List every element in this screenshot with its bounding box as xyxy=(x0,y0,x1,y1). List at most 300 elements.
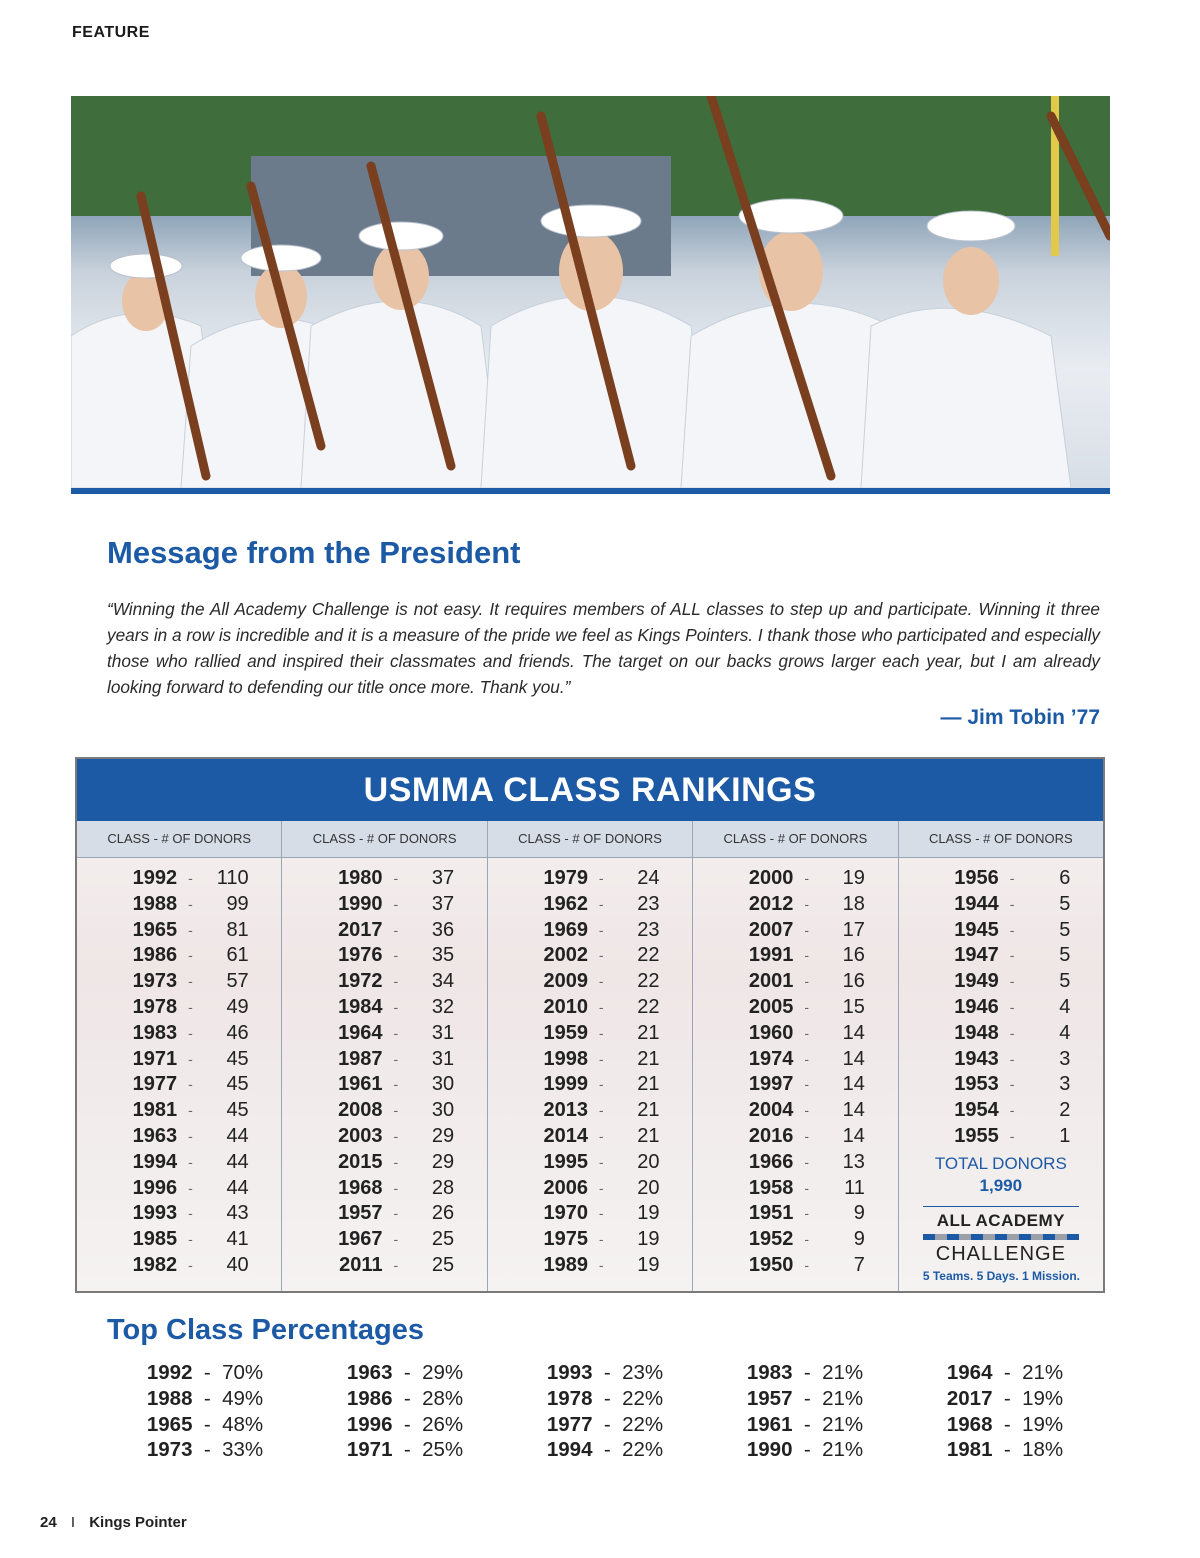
percentage-row xyxy=(305,1360,505,1386)
class-percentage: 19% xyxy=(1022,1412,1064,1436)
class-year: 1971 xyxy=(346,1438,393,1462)
percentage-row xyxy=(505,1386,705,1412)
percentage-row xyxy=(705,1437,905,1463)
class-percentage: 49% xyxy=(222,1386,264,1410)
donor-count: 15 xyxy=(842,995,865,1018)
ranking-row xyxy=(899,866,1103,892)
class-year: 1952 xyxy=(748,1228,794,1251)
class-year: 1997 xyxy=(748,1073,794,1096)
all-academy-challenge-logo xyxy=(923,1206,1079,1283)
rankings-column xyxy=(77,858,282,1292)
row-dash: - xyxy=(1009,1127,1015,1144)
class-year: 1964 xyxy=(338,1021,383,1044)
row-dash: - xyxy=(804,895,809,912)
row-dash: - xyxy=(804,998,809,1015)
class-year: 1987 xyxy=(338,1047,383,1070)
row-dash: - xyxy=(1009,947,1015,964)
donor-count: 81 xyxy=(226,918,249,941)
ranking-row xyxy=(693,1201,897,1227)
donor-count: 30 xyxy=(431,1073,455,1096)
top-class-percentages xyxy=(105,1360,1105,1463)
class-year: 1978 xyxy=(132,995,178,1018)
ranking-row xyxy=(77,1201,281,1227)
donor-count: 23 xyxy=(637,892,660,915)
ranking-row xyxy=(282,1150,486,1176)
ranking-row xyxy=(693,943,897,969)
row-dash: - xyxy=(804,1076,809,1093)
ranking-row xyxy=(77,1176,281,1202)
donor-count: 44 xyxy=(226,1176,249,1199)
ranking-row xyxy=(282,1124,486,1150)
row-dash: - xyxy=(393,1231,399,1248)
photo-illustration xyxy=(71,96,1110,488)
class-percentage: 22% xyxy=(622,1438,664,1462)
message-heading: Message from the President xyxy=(107,535,521,570)
donor-count: 1 xyxy=(1059,1124,1071,1147)
row-dash: - xyxy=(598,1076,604,1093)
row-dash: - xyxy=(992,1361,1023,1384)
donor-count: 9 xyxy=(853,1228,865,1251)
row-dash: - xyxy=(393,1050,399,1067)
donor-count: 14 xyxy=(842,1047,865,1070)
total-donors-label: TOTAL DONORS xyxy=(934,1153,1067,1173)
class-year: 1983 xyxy=(746,1361,793,1384)
row-dash: - xyxy=(598,1102,604,1119)
row-dash: - xyxy=(393,947,399,964)
ranking-row xyxy=(77,866,281,892)
row-dash: - xyxy=(592,1438,623,1462)
class-percentage: 23% xyxy=(622,1361,664,1384)
row-dash: - xyxy=(804,1231,809,1248)
class-year: 2011 xyxy=(339,1253,383,1276)
percentage-row xyxy=(505,1360,705,1386)
class-year: 2010 xyxy=(543,995,588,1018)
class-year: 1971 xyxy=(132,1047,178,1070)
donor-count: 14 xyxy=(842,1021,865,1044)
donor-count: 5 xyxy=(1059,892,1071,915)
row-dash: - xyxy=(1009,998,1015,1015)
donor-count: 23 xyxy=(637,918,660,941)
class-year: 1994 xyxy=(132,1150,178,1173)
column-header: CLASS - # OF DONORS xyxy=(282,821,487,857)
class-year: 1945 xyxy=(954,918,999,941)
donor-count: 4 xyxy=(1059,1021,1071,1044)
donor-count: 21 xyxy=(637,1099,660,1122)
row-dash: - xyxy=(393,1205,399,1222)
class-year: 1993 xyxy=(132,1202,178,1225)
class-year: 1956 xyxy=(954,867,999,889)
class-year: 2017 xyxy=(946,1386,993,1410)
section-label: FEATURE xyxy=(72,24,150,41)
ranking-row xyxy=(488,1124,692,1150)
row-dash: - xyxy=(792,1361,823,1384)
donor-count: 14 xyxy=(842,1124,865,1147)
percentage-row xyxy=(905,1386,1105,1412)
donor-count: 31 xyxy=(431,1047,455,1070)
row-dash: - xyxy=(188,1127,193,1144)
class-year: 1958 xyxy=(748,1176,794,1199)
publication-name: Kings Pointer xyxy=(89,1514,187,1531)
donor-count: 20 xyxy=(637,1150,660,1173)
percentage-row xyxy=(905,1437,1105,1463)
percentages-column xyxy=(505,1360,705,1463)
ranking-row xyxy=(899,969,1103,995)
class-year: 1977 xyxy=(546,1412,593,1436)
class-percentage: 18% xyxy=(1022,1438,1064,1462)
donor-count: 37 xyxy=(431,867,455,889)
row-dash: - xyxy=(804,1050,809,1067)
donor-count: 19 xyxy=(842,867,865,889)
row-dash: - xyxy=(392,1361,423,1384)
row-dash: - xyxy=(192,1412,223,1436)
ranking-row xyxy=(693,1021,897,1047)
class-year: 1976 xyxy=(338,944,383,967)
row-dash: - xyxy=(804,947,809,964)
row-dash: - xyxy=(192,1438,223,1462)
donor-count: 7 xyxy=(853,1253,865,1276)
row-dash: - xyxy=(598,1050,604,1067)
ranking-row xyxy=(282,943,486,969)
ranking-row xyxy=(488,1253,692,1279)
ranking-row xyxy=(488,1227,692,1253)
ranking-row xyxy=(488,1021,692,1047)
class-year: 1972 xyxy=(338,970,383,993)
ranking-row xyxy=(488,866,692,892)
class-year: 1992 xyxy=(146,1361,193,1384)
column-header: CLASS - # OF DONORS xyxy=(488,821,693,857)
page-number: 24 xyxy=(40,1514,57,1531)
class-percentage: 21% xyxy=(822,1386,864,1410)
class-year: 1986 xyxy=(346,1386,393,1410)
rankings-columns xyxy=(77,858,1103,1292)
rankings-column xyxy=(488,858,693,1292)
row-dash: - xyxy=(393,1179,399,1196)
donor-count: 28 xyxy=(431,1176,455,1199)
class-year: 2012 xyxy=(748,892,794,915)
column-header: CLASS - # OF DONORS xyxy=(77,821,282,857)
donor-count: 22 xyxy=(637,970,660,993)
row-dash: - xyxy=(992,1412,1023,1436)
rankings-column xyxy=(693,858,898,1292)
class-year: 1994 xyxy=(546,1438,593,1462)
row-dash: - xyxy=(1009,870,1015,886)
class-year: 2003 xyxy=(338,1124,383,1147)
cadets-marching-photo xyxy=(71,96,1110,488)
donor-count: 31 xyxy=(431,1021,455,1044)
ranking-row xyxy=(899,1047,1103,1073)
row-dash: - xyxy=(792,1438,823,1462)
total-donors-value: 1,990 xyxy=(979,1175,1023,1195)
class-year: 2002 xyxy=(543,944,588,967)
ranking-row xyxy=(282,1098,486,1124)
class-year: 1985 xyxy=(132,1228,178,1251)
ranking-row xyxy=(899,943,1103,969)
class-percentage: 48% xyxy=(222,1412,264,1436)
row-dash: - xyxy=(1009,895,1015,912)
donor-count: 21 xyxy=(637,1124,660,1147)
class-percentage: 26% xyxy=(422,1412,464,1436)
row-dash: - xyxy=(804,1024,809,1041)
row-dash: - xyxy=(188,895,193,912)
ranking-row xyxy=(899,995,1103,1021)
row-dash: - xyxy=(598,921,604,938)
donor-count: 14 xyxy=(842,1073,865,1096)
row-dash: - xyxy=(992,1438,1023,1462)
class-percentage: 29% xyxy=(422,1361,464,1384)
page-footer xyxy=(40,1514,187,1531)
donor-count: 30 xyxy=(431,1099,455,1122)
rankings-column xyxy=(899,858,1103,1292)
class-year: 1980 xyxy=(338,867,383,889)
donor-count: 22 xyxy=(637,944,660,967)
ranking-row xyxy=(693,892,897,918)
row-dash: - xyxy=(598,1179,604,1196)
ranking-row xyxy=(282,969,486,995)
percentage-row xyxy=(105,1437,305,1463)
ranking-row xyxy=(77,969,281,995)
ranking-row xyxy=(488,969,692,995)
class-percentage: 19% xyxy=(1022,1386,1064,1410)
row-dash: - xyxy=(188,1076,193,1093)
class-year: 1986 xyxy=(132,944,178,967)
donor-count: 45 xyxy=(226,1099,249,1122)
class-year: 1961 xyxy=(338,1073,383,1096)
ranking-row xyxy=(488,1150,692,1176)
row-dash: - xyxy=(598,895,604,912)
class-percentage: 22% xyxy=(622,1412,664,1436)
row-dash: - xyxy=(598,1127,604,1144)
row-dash: - xyxy=(392,1386,423,1410)
ranking-row xyxy=(77,1253,281,1279)
row-dash: - xyxy=(804,1127,809,1144)
ranking-row xyxy=(488,943,692,969)
challenge-tagline: 5 Teams. 5 Days. 1 Mission. xyxy=(922,1268,1081,1283)
class-year: 1999 xyxy=(543,1073,588,1096)
row-dash: - xyxy=(792,1412,823,1436)
donor-count: 2 xyxy=(1059,1099,1071,1122)
class-year: 1978 xyxy=(546,1386,593,1410)
percentages-column xyxy=(705,1360,905,1463)
class-year: 1991 xyxy=(748,944,794,967)
percentage-row xyxy=(305,1437,505,1463)
ranking-row xyxy=(693,1072,897,1098)
class-percentage: 33% xyxy=(222,1438,264,1462)
row-dash: - xyxy=(393,1076,399,1093)
row-dash: - xyxy=(393,1127,399,1144)
row-dash: - xyxy=(1009,973,1015,990)
class-year: 2016 xyxy=(748,1124,794,1147)
donor-count: 37 xyxy=(431,892,455,915)
class-year: 1984 xyxy=(338,995,383,1018)
total-donors xyxy=(899,1154,1103,1196)
percentage-row xyxy=(105,1360,305,1386)
row-dash: - xyxy=(392,1438,423,1462)
percentages-heading: Top Class Percentages xyxy=(107,1314,424,1346)
row-dash: - xyxy=(598,947,604,964)
donor-count: 18 xyxy=(842,892,865,915)
ranking-row xyxy=(282,1047,486,1073)
row-dash: - xyxy=(188,973,193,990)
percentage-row xyxy=(305,1412,505,1438)
ranking-row xyxy=(282,1021,486,1047)
class-year: 1968 xyxy=(338,1176,383,1199)
percentage-row xyxy=(105,1412,305,1438)
row-dash: - xyxy=(192,1361,223,1384)
ranking-row xyxy=(77,1227,281,1253)
row-dash: - xyxy=(188,1179,193,1196)
class-year: 1990 xyxy=(338,892,383,915)
class-year: 1950 xyxy=(748,1253,794,1276)
ranking-row xyxy=(488,1072,692,1098)
ranking-row xyxy=(693,1124,897,1150)
ranking-row xyxy=(77,995,281,1021)
donor-count: 21 xyxy=(637,1047,660,1070)
class-year: 1946 xyxy=(954,995,999,1018)
ranking-row xyxy=(282,1227,486,1253)
row-dash: - xyxy=(992,1386,1023,1410)
donor-count: 20 xyxy=(637,1176,660,1199)
row-dash: - xyxy=(804,1179,809,1196)
class-year: 2004 xyxy=(748,1099,794,1122)
class-year: 2015 xyxy=(338,1150,383,1173)
class-year: 1943 xyxy=(954,1047,999,1070)
class-year: 2005 xyxy=(748,995,794,1018)
ranking-row xyxy=(488,918,692,944)
row-dash: - xyxy=(188,947,193,964)
photo-accent-bar xyxy=(71,488,1110,494)
donor-count: 25 xyxy=(431,1253,455,1276)
ranking-row xyxy=(282,1253,486,1279)
class-year: 1977 xyxy=(132,1073,178,1096)
row-dash: - xyxy=(188,1050,193,1067)
donor-count: 19 xyxy=(637,1253,660,1276)
donor-count: 21 xyxy=(637,1073,660,1096)
class-year: 1948 xyxy=(954,1021,999,1044)
donor-count: 110 xyxy=(216,867,249,889)
row-dash: - xyxy=(804,973,809,990)
class-year: 1951 xyxy=(748,1202,794,1225)
ranking-row xyxy=(899,1124,1103,1150)
ranking-row xyxy=(693,1176,897,1202)
row-dash: - xyxy=(192,1386,223,1410)
class-year: 1982 xyxy=(132,1253,178,1276)
ranking-row xyxy=(693,1150,897,1176)
row-dash: - xyxy=(804,870,809,886)
donor-count: 32 xyxy=(431,995,455,1018)
donor-count: 21 xyxy=(637,1021,660,1044)
donor-count: 99 xyxy=(226,892,249,915)
class-year: 1983 xyxy=(132,1021,178,1044)
donor-count: 49 xyxy=(226,995,249,1018)
row-dash: - xyxy=(598,998,604,1015)
row-dash: - xyxy=(188,1205,193,1222)
class-year: 1953 xyxy=(954,1073,999,1096)
row-dash: - xyxy=(188,921,193,938)
percentages-column xyxy=(105,1360,305,1463)
class-year: 1975 xyxy=(543,1228,588,1251)
row-dash: - xyxy=(393,1024,399,1041)
rankings-title: USMMA CLASS RANKINGS xyxy=(77,759,1103,821)
class-year: 2008 xyxy=(338,1099,383,1122)
percentage-row xyxy=(105,1386,305,1412)
row-dash: - xyxy=(188,1256,193,1273)
column-header: CLASS - # OF DONORS xyxy=(928,831,1073,846)
donor-count: 45 xyxy=(226,1047,249,1070)
ranking-row xyxy=(693,1098,897,1124)
percentage-row xyxy=(505,1437,705,1463)
rankings-rows xyxy=(899,866,1103,1150)
row-dash: - xyxy=(598,973,604,990)
donor-count: 5 xyxy=(1059,970,1071,993)
ranking-row xyxy=(488,1201,692,1227)
percentage-row xyxy=(705,1412,905,1438)
class-year: 2014 xyxy=(543,1124,588,1147)
donor-count: 26 xyxy=(431,1202,455,1225)
class-year: 2000 xyxy=(748,867,794,889)
class-percentage: 21% xyxy=(1022,1361,1064,1384)
row-dash: - xyxy=(598,1024,604,1041)
donor-count: 9 xyxy=(853,1202,865,1225)
ranking-row xyxy=(77,1047,281,1073)
ranking-row xyxy=(693,866,897,892)
class-year: 1957 xyxy=(338,1202,383,1225)
row-dash: - xyxy=(804,1102,809,1119)
row-dash: - xyxy=(393,973,399,990)
donor-count: 44 xyxy=(226,1124,249,1147)
row-dash: - xyxy=(804,1256,809,1273)
ranking-row xyxy=(77,1021,281,1047)
donor-count: 14 xyxy=(842,1099,865,1122)
class-percentage: 25% xyxy=(422,1438,464,1462)
class-year: 1944 xyxy=(954,892,999,915)
donor-count: 25 xyxy=(431,1228,455,1251)
row-dash: - xyxy=(188,1231,193,1248)
row-dash: - xyxy=(392,1412,423,1436)
ranking-row xyxy=(693,1227,897,1253)
class-percentage: 21% xyxy=(822,1361,864,1384)
class-year: 1949 xyxy=(954,970,999,993)
challenge-stripe xyxy=(923,1234,1079,1240)
row-dash: - xyxy=(792,1386,823,1410)
ranking-row xyxy=(282,892,486,918)
row-dash: - xyxy=(393,1256,399,1273)
ranking-row xyxy=(77,1150,281,1176)
class-year: 1979 xyxy=(543,867,588,889)
row-dash: - xyxy=(598,1153,604,1170)
class-year: 1988 xyxy=(132,892,178,915)
president-quote: “Winning the All Academy Challenge is not easy. It requires members of ALL classes to step up and participate. Winning it three years in a row is incredible and it is a measure of the pride we feel as Kings Pointers. I thank those who participated and especially those who rallied and inspired their classmates and friends. The target on our backs grows larger each year, but I am already looking forward to defending our title once more. Thank you.” xyxy=(107,599,1100,697)
class-year: 1969 xyxy=(543,918,588,941)
challenge-line2: CHALLENGE xyxy=(935,1242,1066,1265)
donor-count: 19 xyxy=(637,1228,660,1251)
class-rankings-table xyxy=(75,757,1105,1293)
row-dash: - xyxy=(1009,921,1015,938)
row-dash: - xyxy=(393,998,399,1015)
class-year: 1970 xyxy=(543,1202,588,1225)
ranking-row xyxy=(488,892,692,918)
row-dash: - xyxy=(188,870,193,886)
ranking-row xyxy=(693,995,897,1021)
donor-count: 57 xyxy=(226,970,249,993)
row-dash: - xyxy=(804,921,809,938)
donor-count: 36 xyxy=(431,918,455,941)
rankings-column xyxy=(282,858,487,1292)
ranking-row xyxy=(282,1201,486,1227)
row-dash: - xyxy=(804,1205,809,1222)
ranking-row xyxy=(77,1072,281,1098)
class-year: 1973 xyxy=(146,1438,193,1462)
donor-count: 34 xyxy=(431,970,455,993)
